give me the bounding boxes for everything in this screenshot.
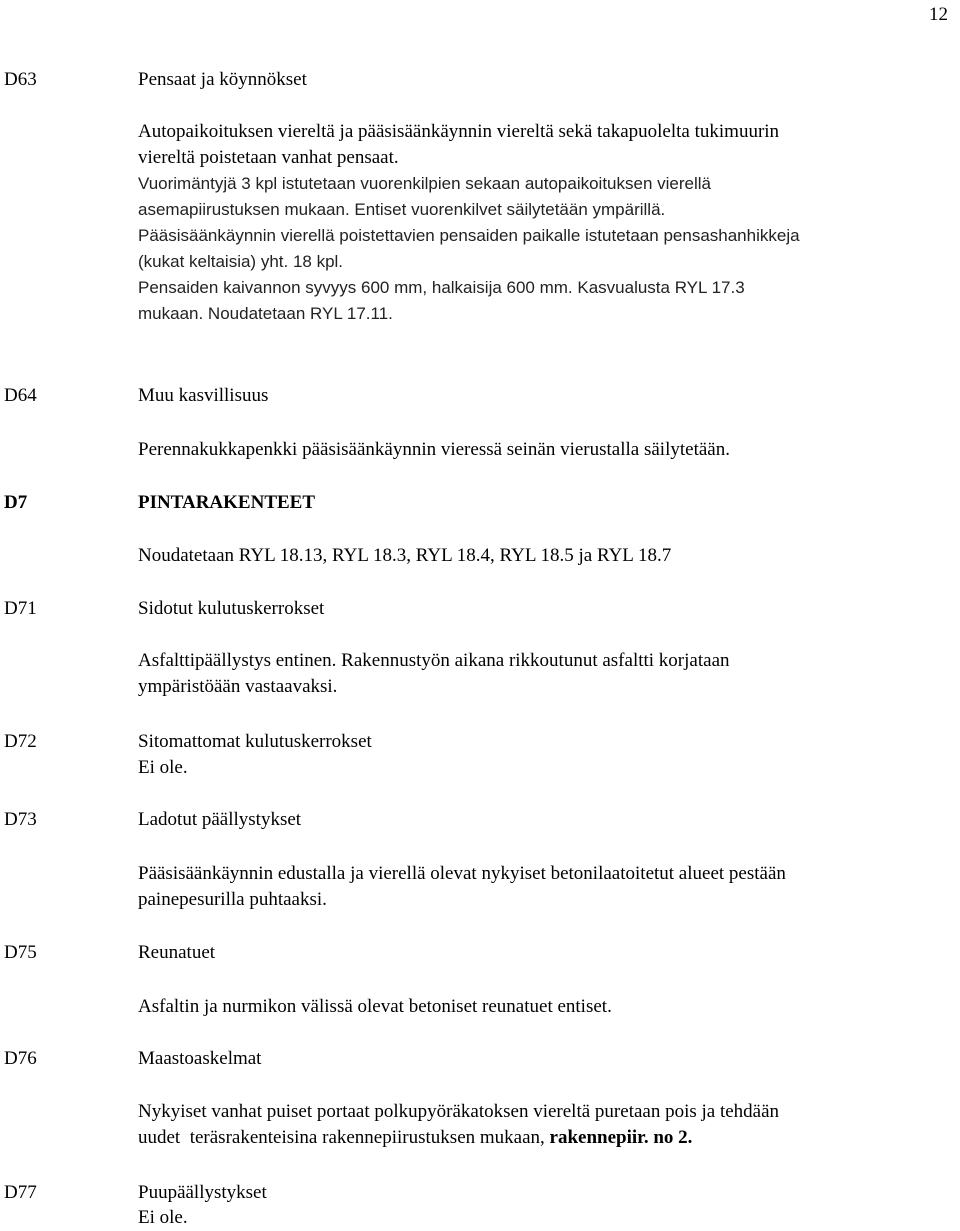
section-code-d64: D64: [4, 385, 37, 406]
section-title-d63: Pensaat ja köynnökset: [138, 69, 307, 90]
d63-text-line-3: Vuorimäntyjä 3 kpl istutetaan vuorenkilpien sekaan autopaikoituksen vierellä: [138, 174, 711, 193]
section-code-d7: D7: [4, 492, 28, 513]
d73-text-line-1: Pääsisäänkäynnin edustalla ja vierellä olevat nykyiset betonilaatoitetut alueet pestään: [138, 863, 786, 884]
d76-text-line-1: Nykyiset vanhat puiset portaat polkupyöräkatoksen viereltä puretaan pois ja tehdään: [138, 1101, 780, 1122]
section-title-d73: Ladotut päällystykset: [138, 809, 302, 830]
section-title-d71: Sidotut kulutuskerrokset: [138, 598, 325, 619]
d64-text: Perennakukkapenkki pääsisäänkäynnin vieressä seinän vierustalla säilytetään.: [138, 439, 730, 460]
section-code-d71: D71: [4, 598, 37, 619]
d63-text-line-6: (kukat keltaisia) yht. 18 kpl.: [138, 252, 344, 271]
section-title-d72: Sitomattomat kulutuskerrokset: [138, 731, 372, 752]
section-code-d73: D73: [4, 809, 37, 830]
section-title-d64: Muu kasvillisuus: [138, 385, 269, 406]
page-number: 12: [929, 4, 948, 25]
d63-text-line-5: Pääsisäänkäynnin vierellä poistettavien pensaiden paikalle istutetaan pensashanhikkeja: [138, 226, 800, 245]
section-title-d77: Puupäällystykset: [138, 1182, 267, 1203]
d71-text-line-1: Asfalttipäällystys entinen. Rakennustyön aikana rikkoutunut asfaltti korjataan: [138, 650, 730, 671]
d63-text-line-4: asemapiirustuksen mukaan. Entiset vuorenkilvet säilytetään ympärillä.: [138, 200, 666, 219]
d76-text-line-2: [138, 1125, 692, 1151]
d63-text-line-2: viereltä poistetaan vanhat pensaat.: [138, 147, 399, 168]
section-code-d63: D63: [4, 69, 37, 90]
section-title-d7: PINTARAKENTEET: [138, 492, 316, 513]
d71-text-line-2: ympäristöään vastaavaksi.: [138, 676, 338, 697]
d63-text-line-1: Autopaikoituksen viereltä ja pääsisäänkäynnin viereltä sekä takapuolelta tukimuurin: [138, 121, 780, 142]
d77-text: Ei ole.: [138, 1207, 188, 1228]
drawing-reference: rakennepiir. no 2.: [549, 1127, 693, 1148]
section-title-d76: Maastoaskelmat: [138, 1048, 262, 1069]
section-code-d72: D72: [4, 731, 37, 752]
section-code-d76: D76: [4, 1048, 37, 1069]
d76-text-line-2-plain: uudet teräsrakenteisina rakennepiirustuksen mukaan,: [138, 1127, 550, 1148]
d72-text: Ei ole.: [138, 757, 188, 778]
section-code-d75: D75: [4, 942, 37, 963]
d63-text-line-8: mukaan. Noudatetaan RYL 17.11.: [138, 304, 393, 323]
section-code-d77: D77: [4, 1182, 37, 1203]
d7-text: Noudatetaan RYL 18.13, RYL 18.3, RYL 18.4, RYL 18.5 ja RYL 18.7: [138, 545, 672, 566]
section-title-d75: Reunatuet: [138, 942, 216, 963]
d73-text-line-2: painepesurilla puhtaaksi.: [138, 889, 327, 910]
d63-text-line-7: Pensaiden kaivannon syvyys 600 mm, halkaisija 600 mm. Kasvualusta RYL 17.3: [138, 278, 745, 297]
d75-text: Asfaltin ja nurmikon välissä olevat betoniset reunatuet entiset.: [138, 996, 612, 1017]
